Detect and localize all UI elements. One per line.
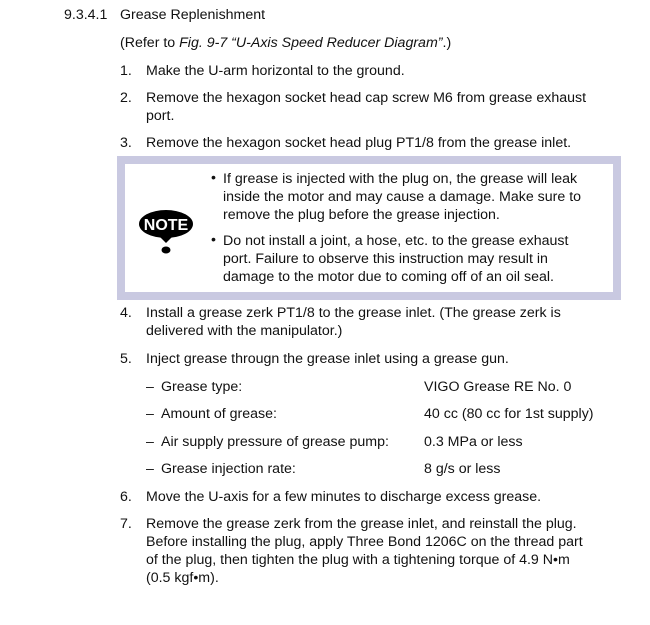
note-line: Do not install a joint, a hose, etc. to the grease exhaust <box>223 233 569 249</box>
spec-value: 40 cc (80 cc for 1st supply) <box>424 406 594 422</box>
step-number: 2. <box>120 90 132 106</box>
reference-figure-link: Fig. 9-7 “U-Axis Speed Reducer Diagram” <box>179 35 443 51</box>
step-number: 1. <box>120 63 132 79</box>
figure-reference <box>120 34 451 52</box>
step-text: Remove the hexagon socket head plug PT1/8 from the grease inlet. <box>146 135 572 151</box>
bullet-dot: • <box>211 170 216 186</box>
note-bullet <box>211 232 621 286</box>
step-text: Remove the hexagon socket head cap screw M6 from grease exhaust <box>146 90 587 106</box>
step-number: 7. <box>120 516 132 532</box>
spec-label: Amount of grease: <box>161 406 277 422</box>
section-number: 9.3.4.1 <box>64 7 108 23</box>
note-icon-label: NOTE <box>143 217 189 234</box>
section-title: Grease Replenishment <box>120 7 266 23</box>
spec-dash: – <box>146 406 154 422</box>
note-content <box>125 164 613 292</box>
spec-dash: – <box>146 434 154 450</box>
step-text: Before installing the plug, apply Three Bond 1206C on the thread part <box>146 534 583 550</box>
note-icon <box>137 207 195 257</box>
note-line: If grease is injected with the plug on, the grease will leak <box>223 171 578 187</box>
bullet-dot: • <box>211 232 216 248</box>
spec-value: VIGO Grease RE No. 0 <box>424 379 572 395</box>
step-text: of the plug, then tighten the plug with a tightening torque of 4.9 N•m <box>146 552 570 568</box>
spec-label: Air supply pressure of grease pump: <box>161 434 389 450</box>
step-text: Remove the grease zerk from the grease inlet, and reinstall the plug. <box>146 516 577 532</box>
note-bullet <box>211 170 621 224</box>
step-text: Install a grease zerk PT1/8 to the grease inlet. (The grease zerk is <box>146 305 561 321</box>
spec-dash: – <box>146 379 154 395</box>
step-text: Move the U-axis for a few minutes to discharge excess grease. <box>146 489 542 505</box>
step-text: Make the U-arm horizontal to the ground. <box>146 63 405 79</box>
step-text: Inject grease througn the grease inlet using a grease gun. <box>146 351 509 367</box>
note-box <box>117 156 621 300</box>
reference-suffix: .) <box>442 35 452 51</box>
spec-label: Grease injection rate: <box>161 461 296 477</box>
spec-label: Grease type: <box>161 379 243 395</box>
step-text: port. <box>146 108 175 124</box>
note-line: remove the plug before the grease injection. <box>223 207 500 223</box>
spec-value: 0.3 MPa or less <box>424 434 523 450</box>
spec-dash: – <box>146 461 154 477</box>
step-text: (0.5 kgf•m). <box>146 570 219 586</box>
step-number: 6. <box>120 489 132 505</box>
reference-prefix: (Refer to <box>120 35 180 51</box>
step-number: 5. <box>120 351 132 367</box>
note-line: inside the motor and may cause a damage. Make sure to <box>223 189 582 205</box>
note-line: damage to the motor due to coming off of an oil seal. <box>223 269 554 285</box>
step-number: 4. <box>120 305 132 321</box>
step-text: delivered with the manipulator.) <box>146 323 343 339</box>
spec-value: 8 g/s or less <box>424 461 501 477</box>
note-line: port. Failure to observe this instruction may result in <box>223 251 548 267</box>
step-number: 3. <box>120 135 132 151</box>
